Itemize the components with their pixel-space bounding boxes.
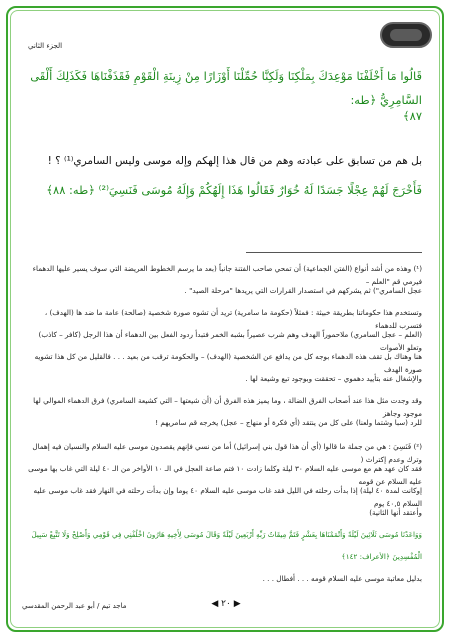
verse-2: فَأَخْرَجَ لَهُمْ عِجْلًا جَسَدًا لَهُ خُوَارٌ فَقَالُوا هَذَا إِلَهُكُمْ وَإِلَهُ مُوسَى فَنَسِيَ⁽²⁾ ﴿طه: ٨٨﴾ (46, 183, 422, 197)
footnote-line: للرد (سبا وشتما ولعنا) على كل من ينتقد (أي فكرة أو منهاج – عجل) يخرجه قم سامريهم ! (155, 418, 422, 427)
footnote-line: وأعتقد أنها الثانية) (369, 508, 422, 517)
footnote-line: هنا وهناك بل تقف هذه الدهماء بوجه كل من يدافع عن الشخصية (الهدف) – والحكومة ترقب من بعيد . . . فالقليل من كل هذا تشويه صورة الهدف (34, 352, 422, 374)
footnote-line: وقد وجدت مثل هذا عند أصحاب الفرق الضالة ، وما يميز هذه الفرق أن (أن شيعتها – التي كشيعة السامري) فرق الدهماء الموالي لها موجود وجاهز (33, 396, 422, 418)
footnote-line: وتستخدم هذا حكوماتنا بطريقة خبيثة : فمثلاً (حكومة ما سامرية) تريد أن تشوه صورة شخصية (صالحة) عامة ما ضد ها (الهدف) ، فتسرب للدهماء (44, 308, 422, 330)
question-text: بل هم من تسابق على عبادته وهم من قال هذا إلهكم وإله موسى وليس السامري⁽¹⁾ ؟ ! (47, 155, 422, 167)
footnote-divider (246, 252, 422, 253)
footnote-line: (¹) وهذه من أشد أنواع (الفتن الجماعية) أن تمحي صاحب الفتنة جانباً (بعد ما يرسم الخطوط العريضة التي سوف يسير عليها الدهماء فيرمي قم "العلم – (32, 264, 422, 286)
footnote-line: إوكانت لمدة ٤٠ ليلة) إذا بدأت رحلته في الليل فقد غاب موسى عليه السلام ٤٠ يوما وإن بدأت رحلته في النهار فقد غاب موسى عليه السلام ٤٠,٥ يوم (33, 486, 422, 508)
footnote-line: فقد كان عهد هم مع موسى عليه السلام ٣٠ ليلة وكلما زادت ١٠ فتم صاعة العجل في الـ ١٠ الأواخر من الـ ٤٠ ليلة التي غاب بها موسى عليه السلام عن قومه (28, 464, 422, 486)
footnote-verse-line: وَوَاعَدْنَا مُوسَى ثَلَاثِينَ لَيْلَةً وَأَتْمَمْنَاهَا بِعَشْرٍ فَتَمَّ مِيقَاتُ رَبِّهِ أَرْبَعِينَ لَيْلَةً وَقَالَ مُوسَى لِأَخِيهِ هَارُونَ اخْلُفْنِي فِي قَوْمِي وَأَصْلِحْ وَلَا تَتَّبِعْ سَبِيلَ (31, 530, 422, 539)
verse-1-line-1: قَالُوا مَا أَخْلَفْنَا مَوْعِدَكَ بِمَلْكِنَا وَلَكِنَّا حُمِّلْنَا أَوْزَارًا مِنْ زِينَةِ الْقَوْمِ فَقَذَفْنَاهَا فَكَذَلِكَ أَلْقَى السَّامِرِيُّ ﴿طه: (30, 69, 422, 107)
part-label: الجزء الثاني (28, 42, 63, 50)
footnote-line: بدليل معاتبة موسى عليه السلام قومه . . . أفطال . . . (262, 574, 422, 583)
footnote-line: (²) فَنَسِيَ : هي من جملة ما قالوا (أي أن هذا قول بني إسرائيل) أما من نسي فإنهم يقصدون موسى عليه السلام والنسيان فيه إهمال وترك وعدم إكتراث ( (32, 442, 422, 464)
footnote-line: عجل السامري") ثم يشركهم في استصدار القرارات التي يريدها "مرحلة الصيد" . (184, 286, 422, 295)
footnote-line: (العلم – عجل السامري) ملاحموراً الهدف وهم شرب عصيراً بشبه الخمر فتبدأ ردود الفعل بين الدهماء أن هذا الرجل (كافر – كاذب) وتعلو الأصوات (38, 330, 422, 352)
verse-1-line-2: ٨٧﴾ (402, 109, 422, 123)
author-credit: ماجد تيم / أبو عبد الرحمن المقدسي (22, 602, 127, 610)
footnote-line: والإشغال عنه بتأييد دهموي – تحققت وبوجود تبع وشيعة لها . (245, 374, 422, 383)
logo-icon (380, 22, 432, 48)
footnote-verse-line: الْمُفْسِدِينَ ﴿الأعراف: ١٤٢﴾ (341, 552, 422, 561)
page-number: ◀ ٢٠ ▶ (211, 599, 241, 609)
